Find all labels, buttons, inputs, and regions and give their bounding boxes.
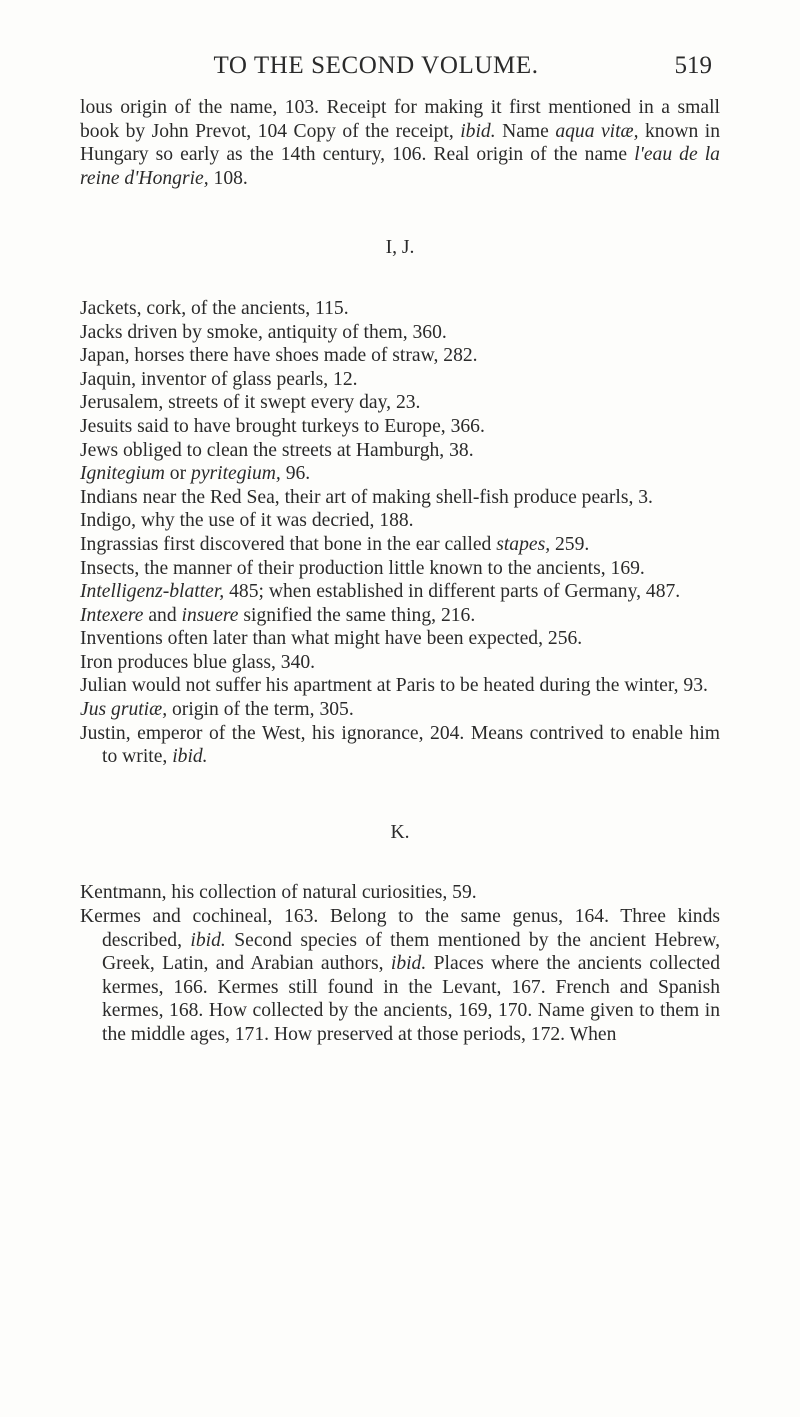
text-run: lous origin of the name, 103. Receipt for making it first mentioned in a small book by John Prevot, 104 Copy of the receipt, [80,97,720,142]
italic-run: stapes, [496,533,551,555]
section-heading-k: K. [390,821,410,843]
index-entry [80,415,720,439]
index-entry [80,462,720,486]
text-run: Jerusalem, streets of it swept every day, 23. [80,392,421,414]
text-run: Jackets, cork, of the ancients, 115. [80,297,349,319]
text-run: Jews obliged to clean the streets at Hamburgh, 38. [80,439,474,461]
index-entry [80,321,720,345]
index-entry [80,368,720,392]
italic-run: ibid. [172,746,208,768]
text-run: Iron produces blue glass, 340. [80,651,316,673]
text-run: and [143,604,182,626]
italic-run: Intexere [80,604,144,626]
text-run: Name [495,120,556,142]
italic-run: l'eau de la reine d'Hongrie, [80,144,720,189]
section-heading-i-j: I, J. [385,237,415,259]
index-entry [80,651,720,675]
text-run: origin of the term, 305. [167,699,354,721]
text-run: Kentmann, his collection of natural curiosities, 59. [80,882,477,904]
text-run: Inventions often later than what might have been expected, 256. [80,628,583,650]
index-entry [80,391,720,415]
text-run: 485; when established in different parts of Germany, 487. [224,581,681,603]
index-entry [80,486,720,510]
text-run: Julian would not suffer his apartment at Paris to be heated during the winter, 93. [80,675,708,697]
text-run: Jaquin, inventor of glass pearls, 12. [80,368,358,390]
running-header [80,52,712,86]
text-run: 259. [550,533,590,555]
running-title: TO THE SECOND VOLUME. [213,52,539,79]
entries-k [80,881,720,1046]
text-run: 96. [280,463,311,485]
index-entry [80,557,720,581]
index-entry [80,627,720,651]
text-run: known in Hungary so early as the 14th century, 106. Real origin of the name [80,120,721,166]
text-run: 108. [208,167,248,189]
italic-run: ibid. [190,929,226,951]
text-run: Indians near the Red Sea, their art of making shell-fish produce pearls, 3. [80,486,653,508]
italic-run: ibid. [390,953,427,975]
italic-run: Intelligenz-blatter, [80,581,225,603]
index-entry [80,881,720,905]
index-entry [80,674,720,698]
text-run: Jacks driven by smoke, antiquity of them, 360. [80,321,447,343]
text-run: Places where the ancients collected kermes, 166. Kermes still found in the Levant, 167. French and Spanish kermes, 168. How collected by the ancients, 169, 170. Name given to them in the middle ages, 171. How preserved at those periods, 172. When [102,953,720,1045]
text-run: signified the same thing, 216. [238,604,476,626]
index-text [80,96,720,1047]
text-run: Kermes and cochineal, 163. Belong to the same genus, 164. Three kinds described, [80,906,720,951]
italic-run: insuere [181,604,239,626]
index-entry [80,722,720,769]
index-entry [80,344,720,368]
italic-run: pyritegium, [191,463,281,485]
text-run: Justin, emperor of the West, his ignorance, 204. Means contrived to enable him to write, [80,722,720,768]
italic-run: Ignitegium [80,463,165,485]
index-entry [80,905,720,1047]
index-entry [80,509,720,533]
text-run: or [164,463,192,485]
italic-run: ibid. [460,120,496,142]
index-entry [80,698,720,722]
text-run: Japan, horses there have shoes made of straw, 282. [80,345,478,367]
italic-run: aqua vitæ, [555,120,639,142]
index-entry [80,580,720,604]
text-run: Jesuits said to have brought turkeys to Europe, 366. [80,415,485,437]
text-run: Indigo, why the use of it was decried, 188. [80,510,414,532]
text-run: Ingrassias first discovered that bone in the ear called [80,533,497,555]
text-run: Second species of them mentioned by the ancient Hebrew, Greek, Latin, and Arabian authors, [102,929,720,975]
index-entry [80,533,720,557]
index-entry [80,297,720,321]
index-entry [80,439,720,463]
entries-i-j [80,297,720,769]
page-number: 519 [674,52,712,79]
continued-entry [80,96,720,190]
text-run: Insects, the manner of their production little known to the ancients, 169. [80,557,645,579]
italic-run: Jus grutiæ, [80,699,168,721]
index-entry [80,604,720,628]
